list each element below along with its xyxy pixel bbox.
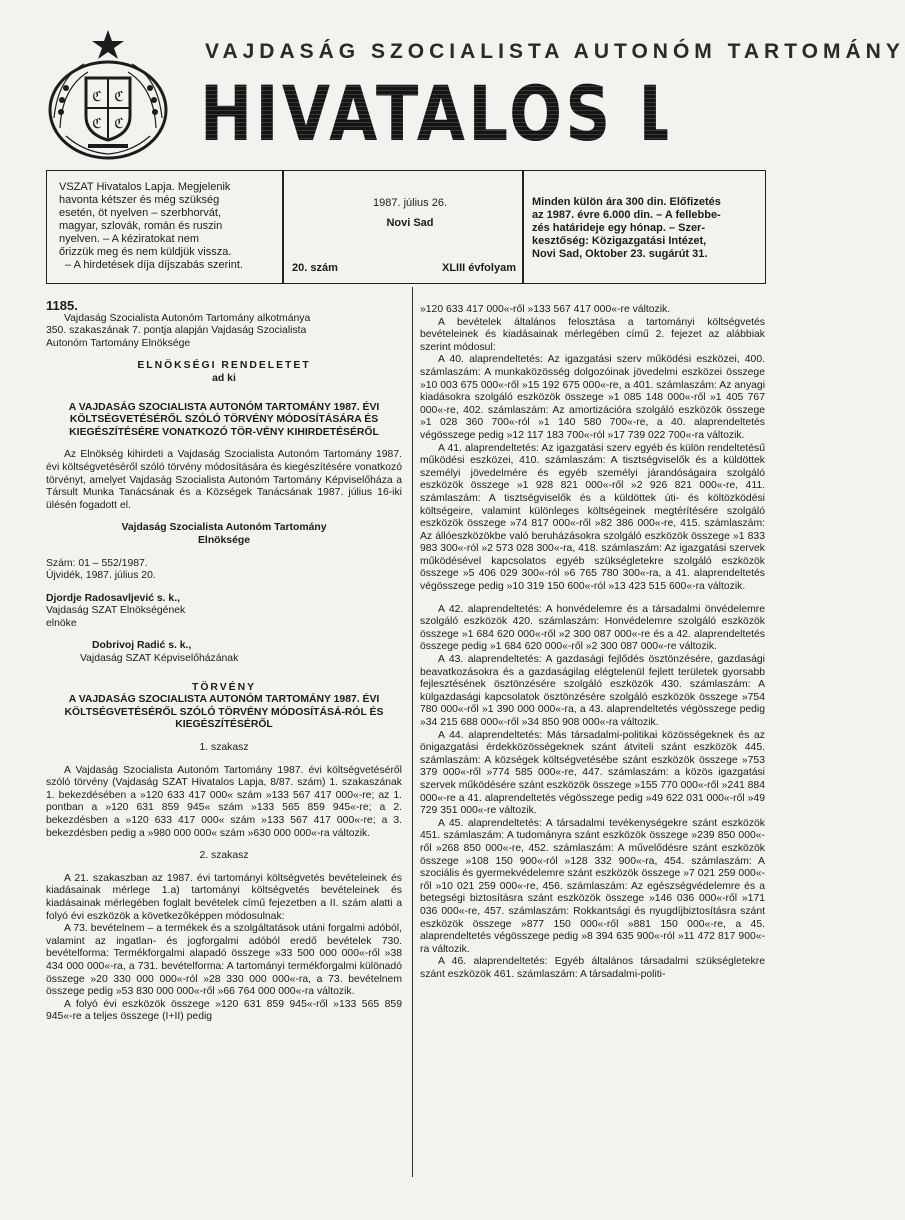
intro-line: Autonóm Tartomány Elnöksége — [46, 337, 191, 349]
note-line: havonta kétszer és még szükség — [59, 194, 220, 206]
reference-number: Szám: 01 – 552/1987. — [46, 557, 148, 569]
decree-body: Az Elnökség kihirdeti a Vajdaság Szocialista Autonóm Tartomány 1987. évi költségvetéséről szóló törvény módosítására és kiegészítésére vonatkozó törvényt, amelyet Vajdaság Szocialista Autonóm Tartomány Képviselőháza a Társult Munka Tanácsának és a Községek Tanácsának 1987. július 16-iki ülésén fogadott el. — [46, 449, 402, 511]
price-line: az 1987. évre 6.000 din. – A fellebbe- — [532, 209, 721, 221]
note-line: VSZAT Hivatalos Lapja. Megjelenik — [59, 181, 231, 193]
signature-role: elnöke — [46, 617, 77, 629]
issue-year: XLIII évfolyam — [442, 262, 516, 274]
note-line: esetén, öt nyelven – szerbhorvát, — [59, 207, 222, 219]
price-line: zés határideje egy hónap. – Szer- — [532, 222, 706, 234]
document-number: 1185. — [46, 298, 78, 313]
paragraph: A 43. alaprendeltetés: A gazdasági fejlődés ösztönzésére, gazdasági beavatkozásokra és a gazdaságilag elégtelenül fejlett területek gyorsabb fejlesztésének ösztönzésére szolgáló eszközök 430. számlaszám: A külgazdasági kapcsolatok ösztönzésére szolgáló eszközök összege »754 780 000«-ről »1 390 000 000«-ra, a 43. alaprendeltetés végösszege pedig »34 215 688 000«-ről »34 850 908 000«-ra változik. — [420, 654, 765, 728]
masthead-subtitle: VAJDASÁG SZOCIALISTA AUTONÓM TARTOMÁNY — [205, 40, 905, 63]
decree-subheading: ad ki — [212, 372, 236, 384]
svg-text:ℭ: ℭ — [114, 89, 124, 105]
note-line: nyelven. – A kéziratokat nem — [59, 233, 200, 245]
column-divider — [412, 287, 413, 1177]
left-column — [46, 300, 402, 1024]
law-title: A VAJDASÁG SZOCIALISTA AUTONÓM TARTOMÁNY 1987. ÉVI KÖLTSÉGVETÉSÉRŐL SZÓLÓ TÖRVÉNY MÓDOSÍTÁSÁ-RÓL ÉS KIEGÉSZÍTÉSÉRŐL — [64, 694, 384, 731]
masthead-title: HIVATALOS LAPJA — [200, 69, 860, 158]
section-body: A 73. bevételnem – a termékek és a szolgáltatások utáni forgalmi adóból, valamint az ingatlan- és jogforgalmi adóból eredő bevételek 730. bevételforma: Termékforgalmi alapadó összege »33 500 000 000«-ről »38 434 000 000«-ra, a 731. bevételforma: A tartományi termékforgalmi különadó összege »20 330 000 000«-ról »28 330 000 000«-ra, a 73. bevételnem összege pedig »53 830 000 000«-ről »66 764 000 000«-ra változik. — [46, 923, 402, 998]
paragraph: A 40. alaprendeltetés: Az igazgatási szerv működési eszközei, 400. számlaszám: A munkaközösség dolgozóinak jövedelmi eszközei összege »10 003 675 000«-ről »15 192 675 000«-re, a 401. számlaszám: Az anyagi kiadásokra szolgáló eszközök összege »1 085 148 000«-ről »1 405 767 000«-re, 402. számlaszám: Az amortizációra szolgáló eszközök összege »1 028 360 700«-ról »1 140 580 700«-re, a 40. alaprendeltetés végösszege pedig »12 117 183 700«-ról »17 739 022 700«-ra változik. — [420, 354, 765, 441]
price-info — [532, 196, 758, 261]
intro-line: Vajdaság Szocialista Autonóm Tartomány alkotmánya — [64, 312, 311, 324]
signatory-body: Vajdaság Szocialista Autonóm Tartomány Elnöksége — [121, 522, 327, 546]
law-heading: TÖRVÉNY — [191, 681, 257, 693]
decree-title: A VAJDASÁG SZOCIALISTA AUTONÓM TARTOMÁNY 1987. ÉVI KÖLTSÉGVETÉSÉRŐL SZÓLÓ TÖRVÉNY MÓDOSÍTÁSÁRA ÉS KIEGÉSZÍTÉSÉRE VONATKOZÓ TÖR-VÉNY KIHIRDETÉSÉRŐL — [68, 401, 380, 438]
section-body: A 21. szakaszban az 1987. évi tartományi költségvetés bevételeinek és kiadásainak mérlege 1.a) tartományi költségvetés bevételeinek és kiadásainak mérlegében foglalt bevételek című fejezetben a II. szám alatti a folyó évi eszközök a következőképpen módosulnak: — [46, 872, 402, 922]
section-heading: 1. szakasz — [199, 742, 249, 754]
section-body: A folyó évi eszközök összege »120 631 859 945«-ről »133 565 859 945«-re a teljes összege (I+II) pedig — [46, 998, 402, 1023]
price-line: kesztőség: Közigazgatási Intézet, — [532, 235, 707, 247]
publication-info-box — [46, 170, 766, 284]
svg-text:ℭ: ℭ — [92, 116, 102, 132]
issue-place: Novi Sad — [386, 217, 434, 229]
coat-of-arms-emblem — [44, 28, 172, 160]
paragraph: A 42. alaprendeltetés: A honvédelemre és a társadalmi önvédelemre szolgáló eszközök 420. számlaszám: Honvédelemre szolgáló eszközök összege »1 684 620 000«-ről »2 300 087 000«-re és a 42. alaprendeltetés összege pedig »1 684 620 000«-ről »2 300 087 000«-re változik. — [420, 603, 765, 653]
paragraph: A 46. alaprendeltetés: Egyéb általános társadalmi szükségletekre szánt eszközök 461. számlaszám: A társadalmi-politi- — [420, 956, 765, 980]
issue-date: 1987. július 26. — [373, 197, 447, 209]
paragraph: A 45. alaprendeltetés: A társadalmi tevékenységekre szánt eszközök 451. számlaszám: A tudományra szánt eszközök összege »239 850 000«-ről »268 850 000«-re, 452. számlaszám: A művelődésre szánt eszközök összege »108 150 900«-ról »128 332 900«-ra, 454. számlaszám: A szociális és gyermekvédelemre szánt eszközök összege »7 021 259 000«-ről »10 021 259 000«-re, 456. számlaszám: Az egészségvédelemre és a betegségi biztosításra szánt eszközök összege »146 036 000«-ről »171 036 000«-re, 457. számlaszám: Rokkantsági és nyugdíjbiztosításra szánt eszközök összege »877 150 000«-ről »881 150 000«-re, a 45. alaprendeltetés végösszege pedig »8 394 635 900«-ról »11 472 817 900«-ra változik. — [420, 817, 765, 955]
signature-role: Vajdaság SZAT Elnökségének — [46, 605, 186, 617]
signature-name: Dobrivoj Radić s. k., — [92, 640, 192, 652]
publication-notes — [59, 181, 277, 272]
svg-text:ℭ: ℭ — [92, 89, 102, 105]
svg-text:ℭ: ℭ — [114, 116, 124, 132]
price-line: Minden külön ára 300 din. Előfizetés — [532, 196, 721, 208]
section-body: A Vajdaság Szocialista Autonóm Tartomány 1987. évi költségvetéséről szóló törvény (Vajdaság SZAT Hivatalos Lapja, 8/87. szám) 1. szakaszának 1. bekezdésében a »120 633 417 000« szám »133 567 417 000«-re; az 1. pontban a »120 631 859 945« szám »133 565 859 945«-re; a 2. bekezdésben a »120 633 417 000« szám »133 567 417 000«-re; a 3. bekezdésben pedig a »980 000 000« szám »630 000 000«-ra változik. — [46, 764, 402, 839]
paragraph: A 44. alaprendeltetés: Más társadalmi-politikai közösségeknek és az önigazgatási érdekközösségeknek szánt átviteli szánt eszközök 445. számlaszám: A községek költségvetésébe szánt eszközök összege »753 379 000«-ről »774 585 000«-re, 447. számlaszám: a közös igazgatási szervek működésére szánt eszközök összege »155 770 000«-ről »241 884 000«-re a 41. alaprendeltetés végösszege pedig »49 622 031 000«-ről »49 729 351 000«-re változik. — [420, 729, 765, 817]
issue-number: 20. szám — [292, 262, 338, 274]
paragraph: A bevételek általános felosztása a tartományi költségvetés bevételeinek és kiadásainak mérlegében című 2. fejezet az alábbiak szerint módosul: — [420, 316, 765, 353]
section-heading: 2. szakasz — [199, 850, 249, 862]
price-line: Novi Sad, Oktober 23. sugárút 31. — [532, 248, 708, 260]
note-line: magyar, szlovák, román és ruszin — [59, 220, 223, 232]
paragraph: A 41. alaprendeltetés: Az igazgatási szerv egyéb és külön rendeltetésű működési eszközei, 410. számlaszám: A tisztségviselők és a küldöttek személyi jövedelmére és egyéb személyi járandóságaira szolgáló eszközök összege »1 928 821 000«-ről »2 926 821 000«-re, 411. számlaszám: A tisztségviselők és a küldöttek úti- és költözködési költségeire, valamint különleges költségeinek megtérítésére szolgáló eszközök összege »74 817 000«-ről »82 386 000«-re, 415. számlaszám: Az állóeszközökbe való beruházásokra szolgáló eszközök összege »1 833 983 300«-ról »2 573 028 300«-ra, 418. számlaszám: Az igazgatási szervek működésével kapcsolatos egyéb szükségletekre szolgáló eszközök összege »5 406 029 300«-ról »6 765 780 300«-ra, a 41. alaprendeltetés végösszege pedig »10 319 150 600«-ról »13 423 515 600«-ra változik. — [420, 442, 765, 593]
note-line: – A hirdetések díja díjszabás szerint. — [65, 259, 243, 271]
paragraph: »120 633 417 000«-ről »133 567 417 000«-re változik. — [420, 304, 671, 315]
signature-role: Vajdaság SZAT Képviselőházának — [80, 653, 239, 665]
right-column — [420, 304, 765, 981]
note-line: őrizzük meg és nem küldjük vissza. — [59, 246, 232, 258]
reference-date: Újvidék, 1987. július 20. — [46, 570, 156, 582]
intro-line: 350. szakaszának 7. pontja alapján Vajdaság Szocialista — [46, 325, 307, 337]
decree-heading: ELNÖKSÉGI RENDELETET — [137, 360, 311, 372]
signature-name: Djordje Radosavljević s. k., — [46, 592, 180, 604]
